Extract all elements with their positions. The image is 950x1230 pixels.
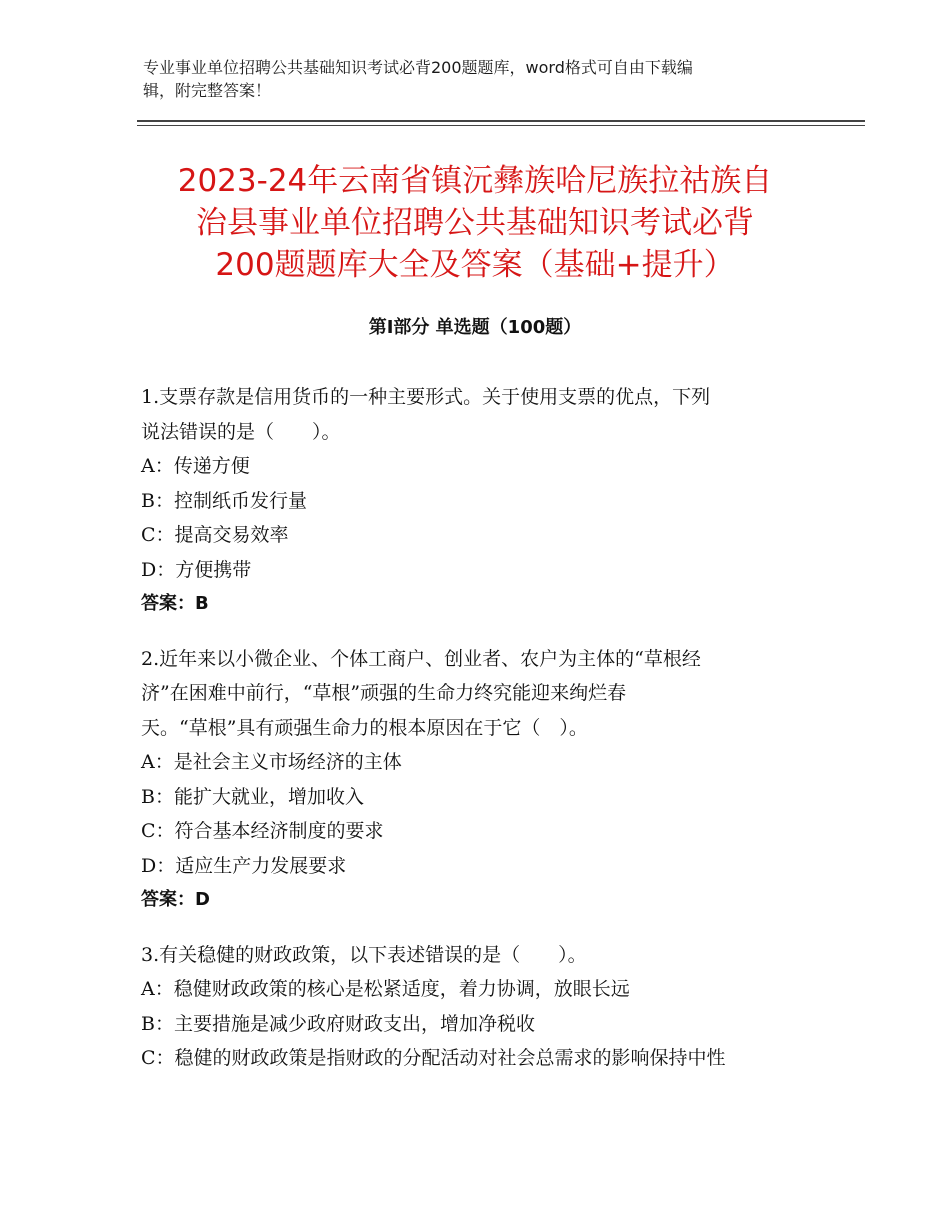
header-note-line: 辑，附完整答案！ [143,81,272,100]
option-d: D：方便携带 [141,558,252,581]
option-c: C：提高交易效率 [141,524,289,546]
title-line: 200题题库大全及答案（基础+提升） [215,247,735,283]
option-d: D：适应生产力发展要求 [141,854,347,877]
option-a: A：传递方便 [141,455,250,477]
header-divider [137,125,865,126]
option-a: A：稳健财政政策的核心是松紧适度，着力协调，放眼长远 [141,978,630,1000]
question-stem: 天。“草根”具有顽强生命力的根本原因在于它（ ）。 [141,716,588,739]
document-title [130,160,820,286]
title-line: 2023-24年云南省镇沅彝族哈尼族拉祜族自 [177,163,773,199]
question-stem: 2.近年来以小微企业、个体工商户、创业者、农户为主体的“草根经 [141,647,701,670]
answer: 答案：D [141,889,210,910]
header-note [143,56,803,102]
question-1 [141,380,821,622]
option-b: B：能扩大就业，增加收入 [141,785,364,808]
question-stem: 3.有关稳健的财政政策，以下表述错误的是（ ）。 [141,943,587,966]
question-3 [141,938,821,1076]
question-list [141,380,821,1096]
option-c: C：符合基本经济制度的要求 [141,820,384,842]
title-line: 治县事业单位招聘公共基础知识考试必背 [196,205,754,241]
header-divider [137,120,865,122]
header-note-line: 专业事业单位招聘公共基础知识考试必背200题题库，word格式可自由下载编 [143,58,693,77]
answer: 答案：B [141,593,209,614]
option-b: B：控制纸币发行量 [141,489,307,512]
question-2 [141,642,821,918]
question-stem: 1.支票存款是信用货币的一种主要形式。关于使用支票的优点，下列 [141,386,711,408]
option-b: B：主要措施是减少政府财政支出，增加净税收 [141,1012,535,1035]
option-a: A：是社会主义市场经济的主体 [141,751,402,773]
option-c: C：稳健的财政政策是指财政的分配活动对社会总需求的影响保持中性 [141,1047,726,1069]
section-title: 第Ⅰ部分 单选题（100题） [368,317,582,338]
question-stem: 济”在困难中前行，“草根”顽强的生命力终究能迎来绚烂春 [141,682,627,704]
question-stem: 说法错误的是（ ）。 [141,420,341,443]
